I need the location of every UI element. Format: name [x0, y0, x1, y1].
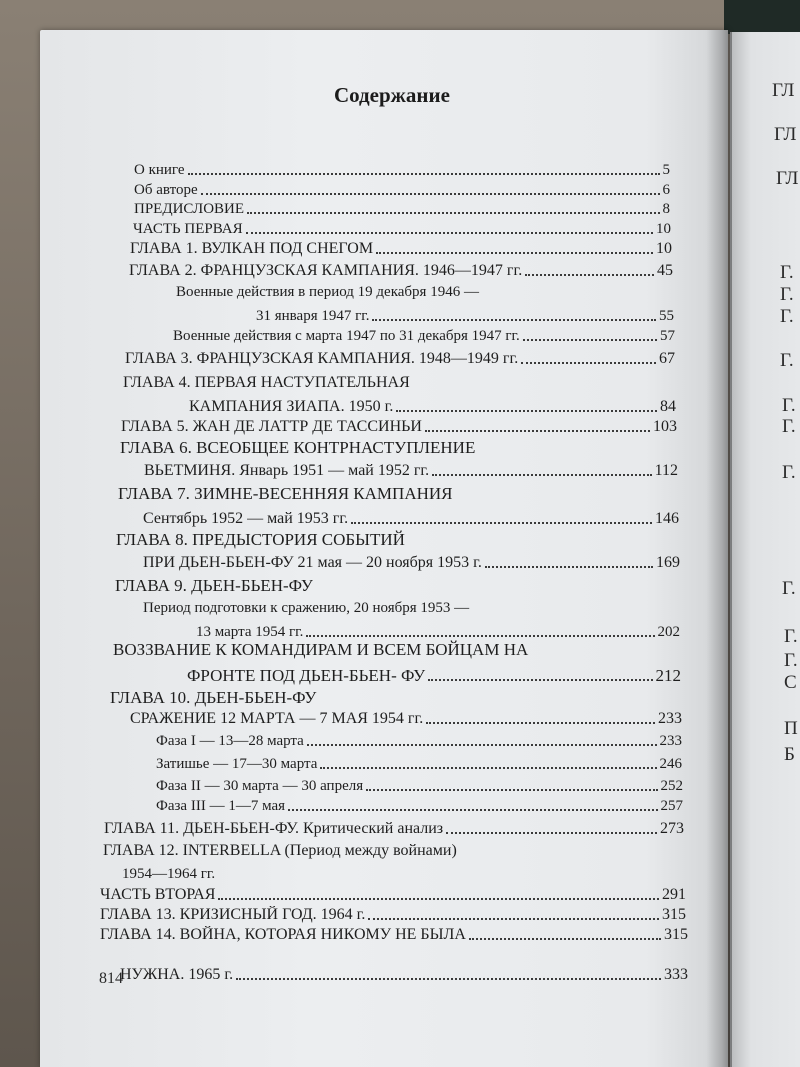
toc-entry-page: 169	[656, 554, 680, 571]
leader-dots	[366, 778, 657, 791]
toc-entry-page: 55	[659, 308, 674, 324]
leader-dots	[372, 308, 656, 321]
toc-entry	[100, 886, 686, 904]
leader-dots	[247, 201, 659, 214]
leader-dots	[446, 820, 657, 834]
right-page-fragment: Г.	[782, 395, 796, 416]
toc-entry-page: 257	[660, 798, 683, 814]
right-page-fragment: С	[784, 672, 797, 693]
toc-entry-text: Фаза III — 1—7 мая	[156, 798, 286, 814]
right-page-fragment: ГЛ	[776, 168, 799, 189]
toc-chapter-line: ВОЗЗВАНИЕ К КОМАНДИРАМ И ВСЕМ БОЙЦАМ НА	[113, 640, 529, 659]
right-page-fragment: Г.	[780, 350, 794, 371]
toc-entry-text: НУЖНА. 1965 г.	[120, 966, 234, 983]
toc-entry-page: 291	[662, 886, 686, 903]
toc-chapter-line: ГЛАВА 12. INTERBELLA (Период между войнами)	[103, 842, 457, 859]
toc-entry	[143, 510, 679, 528]
leader-dots	[201, 182, 660, 195]
toc-entry-page: 315	[664, 926, 688, 943]
toc-entry	[134, 162, 670, 179]
right-page-fragment: Г.	[782, 416, 796, 437]
right-page-fragment: Б	[784, 744, 795, 765]
right-page-fragment: Г.	[782, 578, 796, 599]
toc-entry-text: ГЛАВА 5. ЖАН ДЕ ЛАТТР ДЕ ТАССИНЬИ	[121, 418, 422, 435]
toc-entry-page: 10	[656, 240, 672, 257]
toc-entry-text: Фаза II — 30 марта — 30 апреля	[156, 778, 364, 794]
right-page-fragment: Г.	[784, 650, 798, 671]
leader-dots	[426, 710, 655, 724]
toc-entry	[143, 554, 680, 572]
toc-subentry-line: Военные действия в период 19 декабря 1946 —	[176, 284, 479, 300]
leader-dots	[525, 262, 654, 276]
leader-dots	[469, 926, 661, 940]
toc-entry-text: СРАЖЕНИЕ 12 МАРТА — 7 МАЯ 1954 гг.	[130, 710, 424, 727]
toc-entry-text: ГЛАВА 13. КРИЗИСНЫЙ ГОД. 1964 г.	[100, 906, 366, 923]
page-title: Содержание	[334, 83, 450, 107]
toc-entry-text: Сентябрь 1952 — май 1953 гг.	[143, 510, 349, 527]
toc-chapter-line: ГЛАВА 9. ДЬЕН-БЬЕН-ФУ	[115, 576, 313, 595]
leader-dots	[368, 906, 659, 920]
toc-entry-text: О книге	[134, 162, 185, 178]
toc-entry-page: 112	[654, 462, 678, 479]
toc-chapter-line: ГЛАВА 6. ВСЕОБЩЕЕ КОНТРНАСТУПЛЕНИЕ	[120, 438, 476, 457]
book-gutter-shadow	[706, 30, 732, 1067]
right-page-fragment: ГЛ	[772, 80, 795, 101]
toc-entry-page: 5	[662, 162, 670, 178]
toc-entry-text: КАМПАНИЯ ЗИАПА. 1950 г.	[189, 398, 394, 415]
leader-dots	[236, 966, 661, 980]
toc-entry-text: Фаза I — 13—28 марта	[156, 733, 304, 749]
leader-dots	[396, 398, 657, 412]
toc-entry-page: 202	[657, 624, 680, 640]
toc-entry-page: 273	[660, 820, 684, 837]
toc-entry-text: ГЛАВА 14. ВОЙНА, КОТОРАЯ НИКОМУ НЕ БЫЛА	[100, 926, 466, 943]
toc-entry	[156, 798, 683, 815]
right-page-fragment: ГЛ	[774, 124, 797, 145]
toc-entry-text: ГЛАВА 3. ФРАНЦУЗСКАЯ КАМПАНИЯ. 1948—1949 гг.	[125, 350, 519, 367]
leader-dots	[246, 221, 653, 234]
toc-entry-text: ПРИ ДЬЕН-БЬЕН-ФУ 21 мая — 20 ноября 1953 г.	[143, 554, 482, 571]
toc-entry	[187, 666, 681, 686]
toc-entry-page: 67	[659, 350, 675, 367]
book-cover-corner	[724, 0, 800, 34]
right-page-fragment: Г.	[780, 262, 794, 283]
toc-entry	[121, 418, 677, 436]
toc-entry	[130, 710, 682, 728]
toc-entry-text: ГЛАВА 2. ФРАНЦУЗСКАЯ КАМПАНИЯ. 1946—1947 гг.	[129, 262, 523, 279]
toc-entry-page: 252	[660, 778, 683, 794]
leader-dots	[428, 666, 652, 681]
toc-entry-page: 333	[664, 966, 688, 983]
toc-entry-text: Об авторе	[134, 182, 198, 198]
toc-entry-page: 45	[657, 262, 673, 279]
leader-dots	[307, 733, 657, 746]
toc-entry-page: 146	[655, 510, 679, 527]
leader-dots	[485, 554, 653, 568]
leader-dots	[523, 328, 657, 341]
toc-entry-page: 103	[653, 418, 677, 435]
toc-entry-page: 8	[662, 201, 670, 217]
toc-subentry-line: 1954—1964 гг.	[122, 866, 216, 882]
toc-entry	[129, 262, 673, 280]
toc-entry-text: ГЛАВА 11. ДЬЕН-БЬЕН-ФУ. Критический анализ	[104, 820, 444, 837]
toc-entry-page: 212	[655, 666, 681, 685]
leader-dots	[351, 510, 652, 524]
toc-entry	[156, 778, 683, 795]
toc-entry-page: 246	[659, 756, 682, 772]
right-page-fragment: Г.	[780, 284, 794, 305]
toc-entry	[156, 733, 682, 750]
leader-dots	[376, 240, 653, 254]
leader-dots	[188, 162, 660, 175]
toc-entry-text: ЧАСТЬ ВТОРАЯ	[100, 886, 216, 903]
toc-entry	[189, 398, 676, 416]
toc-entry	[130, 240, 672, 258]
leader-dots	[288, 798, 657, 811]
right-page-fragment: Г.	[784, 626, 798, 647]
toc-entry	[125, 350, 675, 368]
leader-dots	[425, 418, 650, 432]
toc-entry-page: 57	[660, 328, 675, 344]
leader-dots	[218, 886, 659, 900]
toc-entry	[134, 182, 670, 199]
toc-entry-text: ФРОНТЕ ПОД ДЬЕН-БЬЕН- ФУ	[187, 666, 426, 685]
toc-entry-page: 233	[658, 710, 682, 727]
toc-entry-text: ГЛАВА 1. ВУЛКАН ПОД СНЕГОМ	[130, 240, 374, 257]
toc-entry-text: ВЬЕТМИНЯ. Январь 1951 — май 1952 гг.	[144, 462, 430, 479]
toc-subentry-line: Период подготовки к сражению, 20 ноября 1953 —	[143, 600, 470, 616]
toc-entry	[120, 966, 688, 984]
toc-chapter-line: ГЛАВА 10. ДЬЕН-БЬЕН-ФУ	[110, 688, 317, 707]
toc-chapter-line: ГЛАВА 7. ЗИМНЕ-ВЕСЕННЯЯ КАМПАНИЯ	[118, 484, 453, 503]
toc-entry-page: 233	[659, 733, 682, 749]
toc-entry	[100, 906, 686, 924]
leader-dots	[432, 462, 651, 476]
toc-entry-text: 13 марта 1954 гг.	[196, 624, 304, 640]
toc-entry	[133, 221, 671, 238]
leader-dots	[521, 350, 656, 364]
toc-entry	[173, 328, 675, 345]
leader-dots	[320, 756, 656, 769]
toc-entry-page: 10	[656, 221, 671, 237]
toc-entry	[256, 308, 674, 325]
page-number: 814	[99, 970, 123, 987]
toc-entry-text: Затишье — 17—30 марта	[156, 756, 318, 772]
toc-entry-text: ПРЕДИСЛОВИЕ	[134, 201, 245, 217]
toc-entry-page: 315	[662, 906, 686, 923]
toc-chapter-line: ГЛАВА 4. ПЕРВАЯ НАСТУПАТЕЛЬНАЯ	[123, 374, 410, 391]
toc-entry-page: 84	[660, 398, 676, 415]
toc-entry-text: ЧАСТЬ ПЕРВАЯ	[133, 221, 243, 237]
toc-entry	[144, 462, 678, 480]
toc-entry-page: 6	[662, 182, 670, 198]
right-page-fragment: П	[784, 718, 798, 739]
toc-entry	[104, 820, 684, 838]
toc-chapter-line: ГЛАВА 8. ПРЕДЫСТОРИЯ СОБЫТИЙ	[116, 530, 405, 549]
toc-entry-text: Военные действия с марта 1947 по 31 декабря 1947 гг.	[173, 328, 520, 344]
toc-entry	[134, 201, 670, 218]
toc-entry	[100, 926, 688, 944]
toc-entry	[196, 624, 680, 641]
toc-entry	[156, 756, 682, 773]
right-page-fragment: Г.	[782, 462, 796, 483]
leader-dots	[306, 624, 654, 637]
right-page-fragment: Г.	[780, 306, 794, 327]
toc-entry-text: 31 января 1947 гг.	[256, 308, 370, 324]
